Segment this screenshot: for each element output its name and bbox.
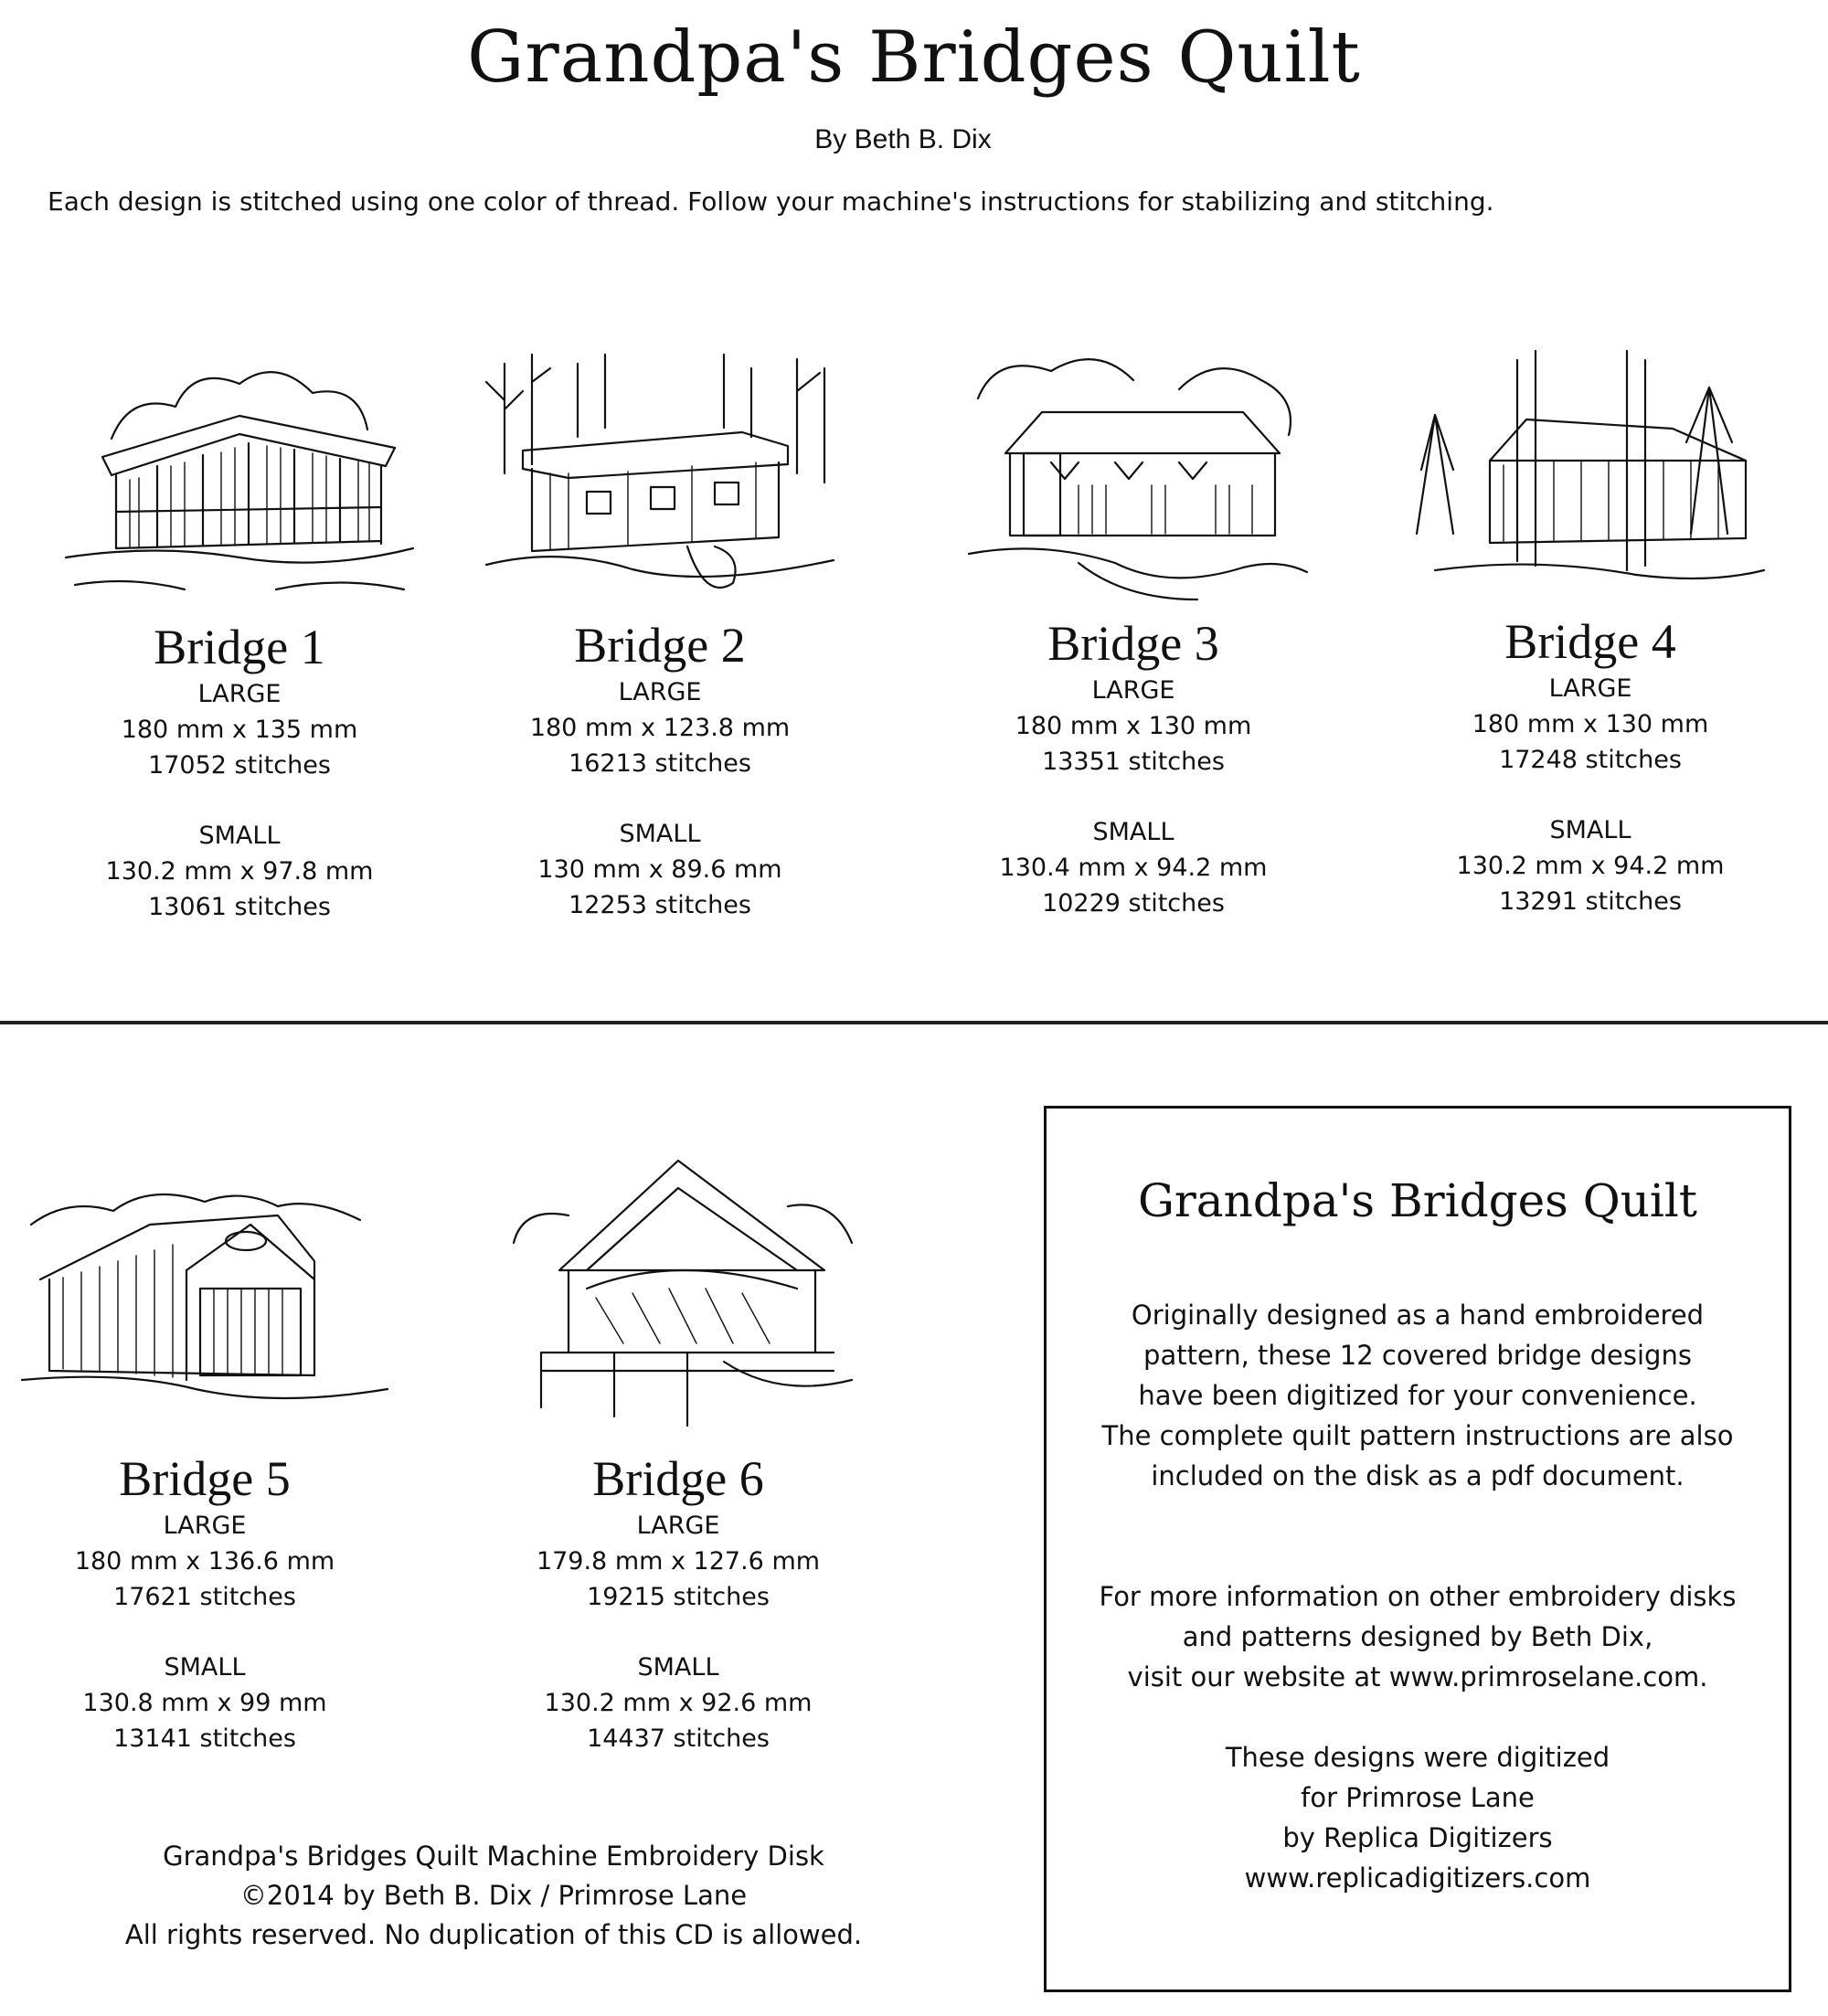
bridge-5-large-stitches: 17621 stitches (113, 1583, 296, 1611)
bridge-1-large-size: 180 mm x 135 mm (121, 716, 358, 744)
bridge-6-illustration (450, 1142, 907, 1444)
bridge-2-name: Bridge 2 (574, 618, 746, 673)
bridge-4-large-label: LARGE (1548, 674, 1632, 703)
bridge-2-small-label: SMALL (619, 820, 701, 848)
bridge-5-name: Bridge 5 (119, 1451, 291, 1506)
bridge-5-illustration (0, 1142, 433, 1444)
bridge-5-large-label: LARGE (163, 1512, 247, 1540)
info-line: and patterns designed by Beth Dix, (1182, 1621, 1653, 1652)
bridge-6-large-stitches: 19215 stitches (587, 1583, 770, 1611)
info-line: included on the disk as a pdf document. (1151, 1460, 1685, 1491)
bridge-5-small-stitches: 13141 stitches (113, 1724, 296, 1753)
bridge-6-large-size: 179.8 mm x 127.6 mm (536, 1547, 821, 1576)
bridge-4-small-stitches: 13291 stitches (1499, 887, 1682, 916)
info-line: by Replica Digitizers (1282, 1822, 1553, 1853)
info-box-more-info (1047, 1576, 1789, 1697)
bridge-3-large-size: 180 mm x 130 mm (1015, 712, 1252, 740)
bridge-1-large-label: LARGE (197, 680, 282, 708)
footer-line: All rights reserved. No duplication of this CD is allowed. (124, 1919, 863, 1950)
footer-line: Grandpa's Bridges Quilt Machine Embroidery Disk (163, 1841, 824, 1872)
bridge-4-illustration (1362, 324, 1819, 607)
copyright-footer (91, 1837, 896, 1955)
bridge-card-4 (1362, 324, 1819, 919)
byline: By Beth B. Dix (814, 124, 992, 154)
bridge-2-illustration (431, 327, 888, 610)
page-divider (0, 1021, 1828, 1024)
bridge-2-large-label: LARGE (618, 678, 702, 706)
bridge-3-illustration (905, 325, 1362, 609)
bridge-3-small-size: 130.4 mm x 94.2 mm (999, 854, 1268, 882)
bridge-5-small-size: 130.8 mm x 99 mm (82, 1689, 327, 1717)
bridge-1-small-size: 130.2 mm x 97.8 mm (105, 857, 374, 886)
info-line: The complete quilt pattern instructions are also (1101, 1420, 1734, 1451)
bridge-6-large-label: LARGE (636, 1512, 720, 1540)
bridge-4-large-stitches: 17248 stitches (1499, 746, 1682, 774)
bridge-4-name: Bridge 4 (1504, 614, 1676, 669)
info-line: have been digitized for your convenience. (1138, 1380, 1697, 1411)
bridge-5-small-label: SMALL (164, 1653, 246, 1682)
bridge-6-small-stitches: 14437 stitches (587, 1724, 770, 1753)
bridge-1-illustration (11, 329, 468, 612)
bridge-3-large-stitches: 13351 stitches (1042, 748, 1225, 776)
bridge-1-small-label: SMALL (198, 822, 281, 850)
info-box-description (1047, 1295, 1789, 1496)
bridge-3-small-label: SMALL (1092, 818, 1174, 846)
bridge-4-large-size: 180 mm x 130 mm (1472, 710, 1709, 738)
bridge-card-5 (0, 1142, 433, 1756)
bridge-3-large-label: LARGE (1091, 676, 1175, 705)
info-line: For more information on other embroidery disks (1099, 1581, 1737, 1612)
bridge-6-name: Bridge 6 (592, 1451, 764, 1506)
bridge-4-small-label: SMALL (1549, 816, 1631, 844)
info-line: Originally designed as a hand embroidered (1131, 1300, 1705, 1331)
bridge-card-1 (11, 329, 468, 925)
info-line: visit our website at www.primroselane.com. (1127, 1661, 1708, 1692)
bridge-6-small-size: 130.2 mm x 92.6 mm (544, 1689, 813, 1717)
info-line: for Primrose Lane (1301, 1782, 1535, 1813)
info-box-credits (1047, 1737, 1789, 1898)
bridge-2-small-size: 130 mm x 89.6 mm (537, 855, 782, 884)
bridge-2-large-stitches: 16213 stitches (569, 749, 751, 778)
info-line: These designs were digitized (1225, 1742, 1610, 1773)
bridge-card-3 (905, 325, 1362, 921)
bridge-card-6 (450, 1142, 907, 1756)
bridge-1-name: Bridge 1 (154, 620, 325, 674)
bridge-1-small-stitches: 13061 stitches (148, 893, 331, 921)
bridge-4-small-size: 130.2 mm x 94.2 mm (1456, 852, 1725, 880)
bridge-card-2 (431, 327, 888, 923)
bridge-5-large-size: 180 mm x 136.6 mm (74, 1547, 335, 1576)
footer-line: ©2014 by Beth B. Dix / Primrose Lane (239, 1880, 748, 1911)
bridge-3-small-stitches: 10229 stitches (1042, 889, 1225, 918)
bridge-2-small-stitches: 12253 stitches (569, 891, 751, 919)
bridge-1-large-stitches: 17052 stitches (148, 751, 331, 780)
info-line: pattern, these 12 covered bridge designs (1143, 1340, 1692, 1371)
intro-text: Each design is stitched using one color of thread. Follow your machine's instructions for stabilizing and stitching. (48, 186, 1494, 217)
info-box (1044, 1106, 1791, 1992)
bridge-2-large-size: 180 mm x 123.8 mm (529, 714, 791, 742)
info-line: www.replicadigitizers.com (1244, 1862, 1591, 1894)
page-title: Grandpa's Bridges Quilt (467, 16, 1361, 99)
bridge-3-name: Bridge 3 (1047, 616, 1219, 671)
bridge-6-small-label: SMALL (637, 1653, 719, 1682)
info-box-title: Grandpa's Bridges Quilt (1137, 1174, 1698, 1227)
